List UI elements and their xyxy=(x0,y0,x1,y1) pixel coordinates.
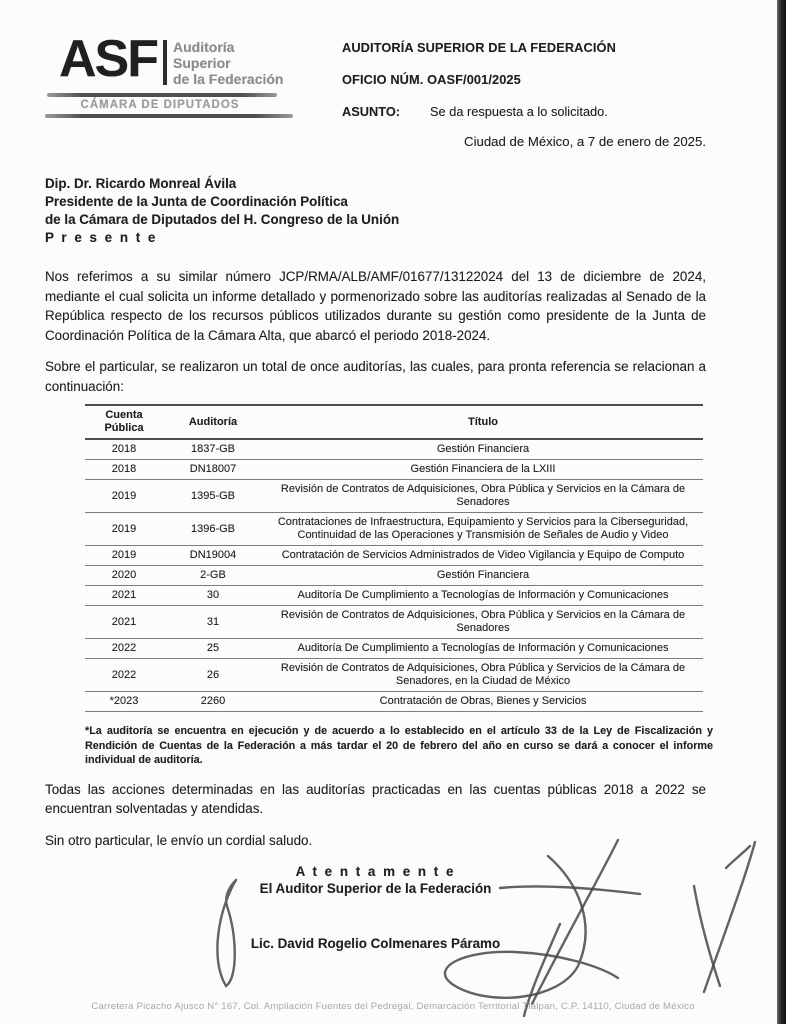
camara-band xyxy=(45,93,310,118)
table-row xyxy=(85,546,703,566)
cell-titulo: Revisión de Contratos de Adquisiciones, Obra Pública y Servicios en la Cámara de Senadores xyxy=(263,480,703,513)
recipient-org: de la Cámara de Diputados del H. Congreso de la Unión xyxy=(45,212,400,227)
cell-titulo: Auditoría De Cumplimiento a Tecnologías de Información y Comunicaciones xyxy=(263,586,703,606)
logo-name-line: Auditoría xyxy=(173,39,235,55)
cell-titulo: Contratación de Obras, Bienes y Servicios xyxy=(263,692,703,712)
paragraph-reference: Nos referimos a su similar número JCP/RMA/ALB/AMF/01677/13122024 del 13 de diciembre de 2024, mediante el cual solicita un informe detallado y pormenorizado sobre las auditorías realizadas al Senado de la República respecto de los recursos públicos utilizados durante su gestión como presidente de la Junta de Coordinación Política de la Cámara Alta, que abarcó el periodo 2018-2024. xyxy=(45,269,706,343)
recipient-block xyxy=(45,175,706,247)
cell-cuenta-publica: 2021 xyxy=(85,606,163,639)
cell-cuenta-publica: 2018 xyxy=(85,439,163,460)
cell-cuenta-publica: *2023 xyxy=(85,692,163,712)
institution-title: AUDITORÍA SUPERIOR DE LA FEDERACIÓN xyxy=(342,40,616,55)
asf-logo-name xyxy=(173,36,283,87)
cell-cuenta-publica: 2022 xyxy=(85,659,163,692)
camara-label: CÁMARA DE DIPUTADOS xyxy=(80,99,240,111)
address-footer: Carretera Picacho Ajusco N° 167, Col. Ampliación Fuentes del Pedregal, Demarcación Territorial Tlalpan, C.P. 14110, Ciudad de México xyxy=(91,1001,695,1012)
cell-titulo: Auditoría De Cumplimiento a Tecnologías de Información y Comunicaciones xyxy=(263,639,703,659)
cell-cuenta-publica: 2019 xyxy=(85,513,163,546)
table-footnote: *La auditoría se encuentra en ejecución y de acuerdo a lo establecido en el artículo 33 de la Ley de Fiscalización y Rendición de Cuentas de la Federación a más tardar el 20 de febrero del año en curso se dará a conocer el informe individual de auditoría. xyxy=(85,725,713,766)
cell-titulo: Contratación de Servicios Administrados de Video Vigilancia y Equipo de Computo xyxy=(263,546,703,566)
signer-name: Lic. David Rogelio Colmenares Páramo xyxy=(250,936,501,951)
oficio-number: OFICIO NÚM. OASF/001/2025 xyxy=(342,72,521,87)
table-row xyxy=(85,659,703,692)
recipient-title: Presidente de la Junta de Coordinación Política xyxy=(45,194,348,209)
cell-auditoria: 2260 xyxy=(163,692,263,712)
cell-auditoria: 2-GB xyxy=(163,566,263,586)
dateline: Ciudad de México, a 7 de enero de 2025. xyxy=(464,134,706,149)
audit-table-body xyxy=(85,439,703,712)
closing-block xyxy=(45,864,706,951)
cell-auditoria: 25 xyxy=(163,639,263,659)
oficio-header xyxy=(310,36,706,119)
table-row xyxy=(85,692,703,712)
paragraph-resolution: Todas las acciones determinadas en las auditorías practicadas en las cuentas públicas 2018 a 2022 se encuentran solventadas y atendidas. xyxy=(45,781,706,816)
table-row xyxy=(85,639,703,659)
cell-titulo: Gestión Financiera xyxy=(263,439,703,460)
paragraph-intro-table: Sobre el particular, se realizaron un total de once auditorías, las cuales, para pronta referencia se relacionan a continuación: xyxy=(45,359,706,394)
table-row xyxy=(85,606,703,639)
asf-logo xyxy=(45,30,310,118)
cell-titulo: Gestión Financiera xyxy=(263,566,703,586)
asf-acronym: ASF xyxy=(59,30,157,88)
table-row xyxy=(85,460,703,480)
table-header-row xyxy=(85,405,703,439)
cell-auditoria: DN19004 xyxy=(163,546,263,566)
cell-auditoria: 26 xyxy=(163,659,263,692)
salutation: A t e n t a m e n t e xyxy=(295,864,456,879)
table-row xyxy=(85,586,703,606)
cell-auditoria: 1837-GB xyxy=(163,439,263,460)
cell-auditoria: DN18007 xyxy=(163,460,263,480)
cell-cuenta-publica: 2019 xyxy=(85,480,163,513)
cell-titulo: Gestión Financiera de la LXIII xyxy=(263,460,703,480)
letter-header xyxy=(45,30,706,119)
asunto-row xyxy=(342,104,706,119)
cell-titulo: Revisión de Contratos de Adquisiciones, Obra Pública y Servicios en la Cámara de Senadores xyxy=(263,606,703,639)
table-row xyxy=(85,439,703,460)
cell-auditoria: 1395-GB xyxy=(163,480,263,513)
asunto-label: ASUNTO: xyxy=(342,104,401,119)
recipient-presente: P r e s e n t e xyxy=(45,230,158,245)
asunto-text: Se da respuesta a lo solicitado. xyxy=(430,104,608,119)
recipient-name: Dip. Dr. Ricardo Monreal Ávila xyxy=(45,176,237,191)
cell-titulo: Contrataciones de Infraestructura, Equipamiento y Servicios para la Ciberseguridad, Continuidad de las Operaciones y Transmisión de Señales de Audio y Video xyxy=(263,513,703,546)
cell-cuenta-publica: 2022 xyxy=(85,639,163,659)
header-auditoria: Auditoría xyxy=(163,405,263,439)
cell-auditoria: 1396-GB xyxy=(163,513,263,546)
paragraph-farewell: Sin otro particular, le envío un cordial saludo. xyxy=(45,832,313,848)
logo-divider xyxy=(163,40,167,85)
cell-cuenta-publica: 2019 xyxy=(85,546,163,566)
table-row xyxy=(85,480,703,513)
logo-name-line: Superior xyxy=(173,55,231,71)
table-row xyxy=(85,513,703,546)
cell-auditoria: 31 xyxy=(163,606,263,639)
cell-cuenta-publica: 2021 xyxy=(85,586,163,606)
header-titulo: Título xyxy=(263,405,703,439)
cell-auditoria: 30 xyxy=(163,586,263,606)
scan-edge-strip xyxy=(777,0,786,1024)
header-cuenta-publica: Cuenta Pública xyxy=(85,405,163,439)
logo-name-line: de la Federación xyxy=(173,71,284,87)
signer-title: El Auditor Superior de la Federación xyxy=(259,881,492,896)
band-rule-bottom xyxy=(45,114,293,118)
cell-cuenta-publica: 2020 xyxy=(85,566,163,586)
cell-cuenta-publica: 2018 xyxy=(85,460,163,480)
audits-table xyxy=(85,404,703,712)
table-row xyxy=(85,566,703,586)
cell-titulo: Revisión de Contratos de Adquisiciones, Obra Pública y Servicios de la Cámara de Senadores, en la Ciudad de México xyxy=(263,659,703,692)
